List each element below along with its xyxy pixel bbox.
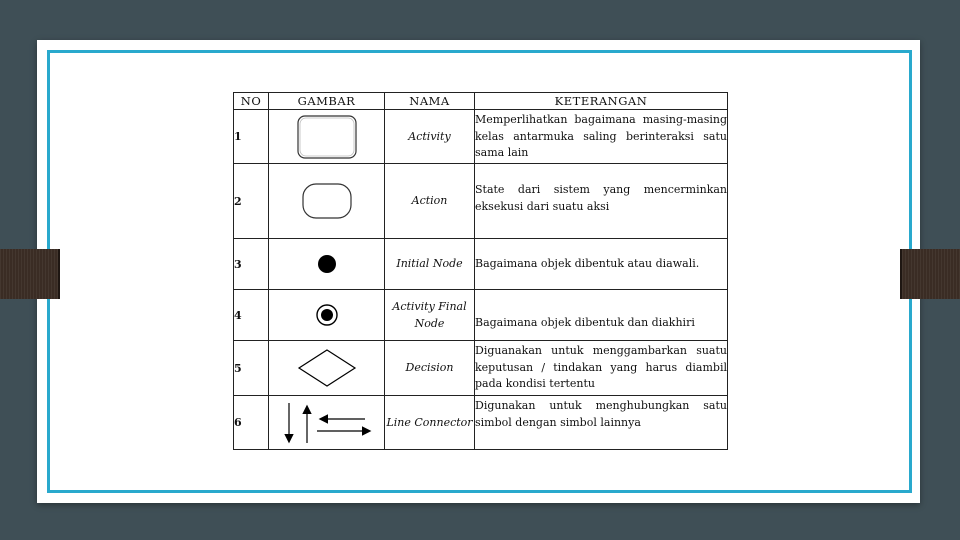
row-picture <box>269 164 385 239</box>
row-name: Line Connector <box>385 396 475 450</box>
row-number: 5 <box>234 341 269 396</box>
table-row <box>234 396 728 450</box>
table-row <box>234 110 728 164</box>
row-name: Initial Node <box>385 239 475 290</box>
header-gambar: GAMBAR <box>269 93 385 110</box>
row-picture <box>269 341 385 396</box>
row-description: State dari sistem yang mencerminkan eksekusi dari suatu aksi <box>475 164 728 239</box>
row-name: Decision <box>385 341 475 396</box>
row-name: Action <box>385 164 475 239</box>
row-name: Activity Final Node <box>385 290 475 341</box>
row-number: 2 <box>234 164 269 239</box>
row-description: Memperlihatkan bagaimana masing-masing kelas antarmuka saling berinteraksi satu sama lain <box>475 110 728 164</box>
table-header-row <box>234 93 728 110</box>
row-number: 3 <box>234 239 269 290</box>
right-strap-decoration <box>900 249 960 299</box>
row-description: Diguanakan untuk menggambarkan suatu keputusan / tindakan yang harus diambil pada kondisi tertentu <box>475 341 728 396</box>
table-row <box>234 341 728 396</box>
header-keterangan: KETERANGAN <box>475 93 728 110</box>
row-description: Digunakan untuk menghubungkan satu simbol dengan simbol lainnya <box>475 396 728 450</box>
activity-symbol-icon <box>294 113 360 161</box>
line-connector-arrows-icon <box>277 399 377 447</box>
row-picture <box>269 290 385 341</box>
row-number: 4 <box>234 290 269 341</box>
table-row <box>234 239 728 290</box>
action-symbol-icon <box>299 180 355 222</box>
row-picture <box>269 396 385 450</box>
row-description: Bagaimana objek dibentuk atau diawali. <box>475 239 728 290</box>
table-row <box>234 164 728 239</box>
header-nama: NAMA <box>385 93 475 110</box>
table-row <box>234 290 728 341</box>
row-name: Activity <box>385 110 475 164</box>
row-picture <box>269 239 385 290</box>
header-no: NO <box>234 93 269 110</box>
decision-diamond-icon <box>295 347 359 389</box>
row-description: Bagaimana objek dibentuk dan diakhiri <box>475 290 728 341</box>
left-strap-decoration <box>0 249 60 299</box>
initial-node-icon <box>315 252 339 276</box>
activity-final-node-icon <box>314 302 340 328</box>
row-number: 6 <box>234 396 269 450</box>
activity-diagram-symbol-table <box>233 92 728 450</box>
row-number: 1 <box>234 110 269 164</box>
row-picture <box>269 110 385 164</box>
